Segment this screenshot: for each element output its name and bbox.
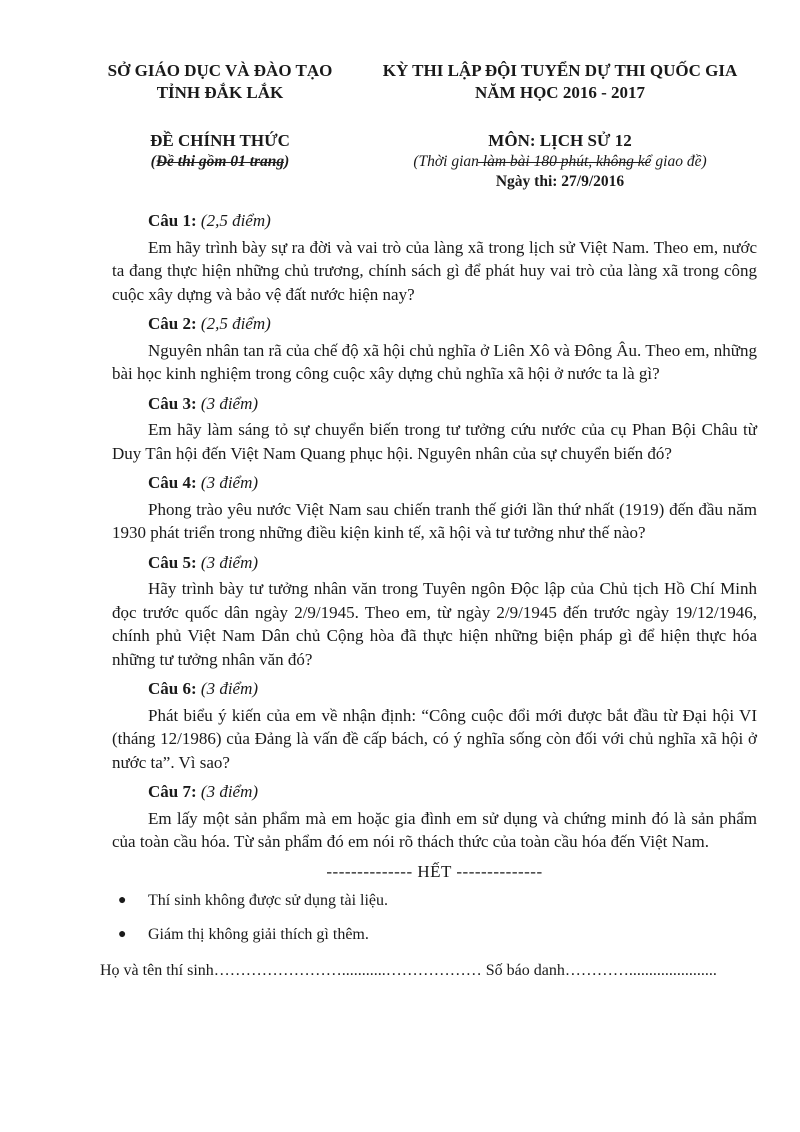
school-year: NĂM HỌC 2016 - 2017 <box>475 83 645 102</box>
question-5 <box>112 551 757 672</box>
question-7 <box>112 780 757 854</box>
question-text: Em hãy trình bày sự ra đời và vai trò của làng xã trong lịch sử Việt Nam. Theo em, nước ta đang thực hiện những chủ trương, chính sách gì để phát huy vai trò của làng xã trong công cuộc xây dựng và bảo vệ đất nước hiện nay? <box>112 237 757 304</box>
bullet-icon: ● <box>118 926 127 942</box>
note-item <box>112 889 757 913</box>
question-text: Phong trào yêu nước Việt Nam sau chiến tranh thế giới lần thứ nhất (1919) đến đầu năm 1930 phát triển trong những điều kiện kinh tế, xã hội và tư tưởng như thế nào? <box>112 499 757 542</box>
question-label: Câu 5: <box>148 552 197 572</box>
time-limit: (Thời gian làm bài 180 phút, không kể giao đề) <box>413 153 707 170</box>
question-label: Câu 3: <box>148 393 197 413</box>
province-name: TỈNH ĐẮK LẮK <box>156 83 284 102</box>
header-left <box>95 60 345 172</box>
question-points: (2,5 điểm) <box>200 211 271 230</box>
note-text: Thí sinh không được sử dụng tài liệu. <box>148 892 389 909</box>
question-text: Hãy trình bày tư tưởng nhân văn trong Tuyên ngôn Độc lập của Chủ tịch Hồ Chí Minh đọc trước quốc dân ngày 2/9/1945. Theo em, từ ngày 2/9/1945 đến trước ngày 19/12/1946, chính phủ Việt Nam Dân chủ Cộng hòa đã thực hiện những biện pháp gì để hiện thực hóa những tư tưởng nhân văn đó? <box>112 579 757 669</box>
official-label: ĐỀ CHÍNH THỨC <box>150 131 290 150</box>
bullet-icon: ● <box>118 893 127 908</box>
header-right-rule <box>478 162 650 163</box>
department-name: SỞ GIÁO DỤC VÀ ĐÀO TẠO <box>107 61 333 80</box>
question-3 <box>112 392 757 466</box>
subject-title: MÔN: LỊCH SỬ 12 <box>488 131 632 150</box>
question-text: Em lấy một sản phẩm mà em hoặc gia đình em sử dụng và chứng minh đó là sản phẩm của toàn cầu hóa. Từ sản phẩm đó em nói rõ thách thức của toàn cầu hóa đến Việt Nam. <box>112 808 757 851</box>
question-6 <box>112 677 757 774</box>
question-label: Câu 6: <box>148 679 197 698</box>
question-points: (3 điểm) <box>200 393 259 413</box>
candidate-info-line: Họ và tên thí sinh……………………...........……………… Số báo danh…………...................... <box>100 962 717 979</box>
exam-header <box>0 60 800 200</box>
question-4 <box>112 471 757 545</box>
question-text: Em hãy làm sáng tỏ sự chuyển biến trong tư tưởng cứu nước của cụ Phan Bội Châu từ Duy Tân hội đến Việt Nam Quang phục hội. Nguyên nhân của sự chuyển biến đó? <box>112 420 757 463</box>
question-1 <box>112 209 757 306</box>
question-points: (3 điểm) <box>200 552 259 572</box>
question-label: Câu 7: <box>148 782 197 801</box>
question-label: Câu 1: <box>148 211 197 230</box>
question-points: (3 điểm) <box>200 782 259 801</box>
note-item <box>112 923 757 947</box>
question-points: (2,5 điểm) <box>200 314 271 333</box>
question-points: (3 điểm) <box>200 473 259 492</box>
exam-body <box>112 203 757 956</box>
header-left-rule <box>158 162 284 163</box>
question-points: (3 điểm) <box>200 679 259 698</box>
exam-notes <box>112 889 757 946</box>
question-text: Nguyên nhân tan rã của chế độ xã hội chủ nghĩa ở Liên Xô và Đông Âu. Theo em, những bài học kinh nghiệm trong công cuộc xây dựng chủ nghĩa xã hội ở nước ta là gì? <box>112 340 757 383</box>
question-2 <box>112 312 757 386</box>
header-right <box>360 60 760 192</box>
question-text: Phát biểu ý kiến của em về nhận định: “Công cuộc đổi mới được bắt đầu từ Đại hội VI (tháng 12/1986) của Đảng là vấn đề cấp bách, có ý nghĩa sống còn đối với chủ nghĩa xã hội ở nước ta”. Vì sao? <box>112 705 757 772</box>
note-text: Giám thị không giải thích gì thêm. <box>148 925 369 943</box>
end-marker: -------------- HẾT -------------- <box>326 861 543 881</box>
exam-date: Ngày thi: 27/9/2016 <box>495 173 625 190</box>
question-label: Câu 2: <box>148 314 197 333</box>
page-count: (Đề thi gồm 01 trang) <box>150 153 290 170</box>
exam-title: KỲ THI LẬP ĐỘI TUYỂN DỰ THI QUỐC GIA <box>382 61 738 80</box>
question-label: Câu 4: <box>148 473 197 492</box>
